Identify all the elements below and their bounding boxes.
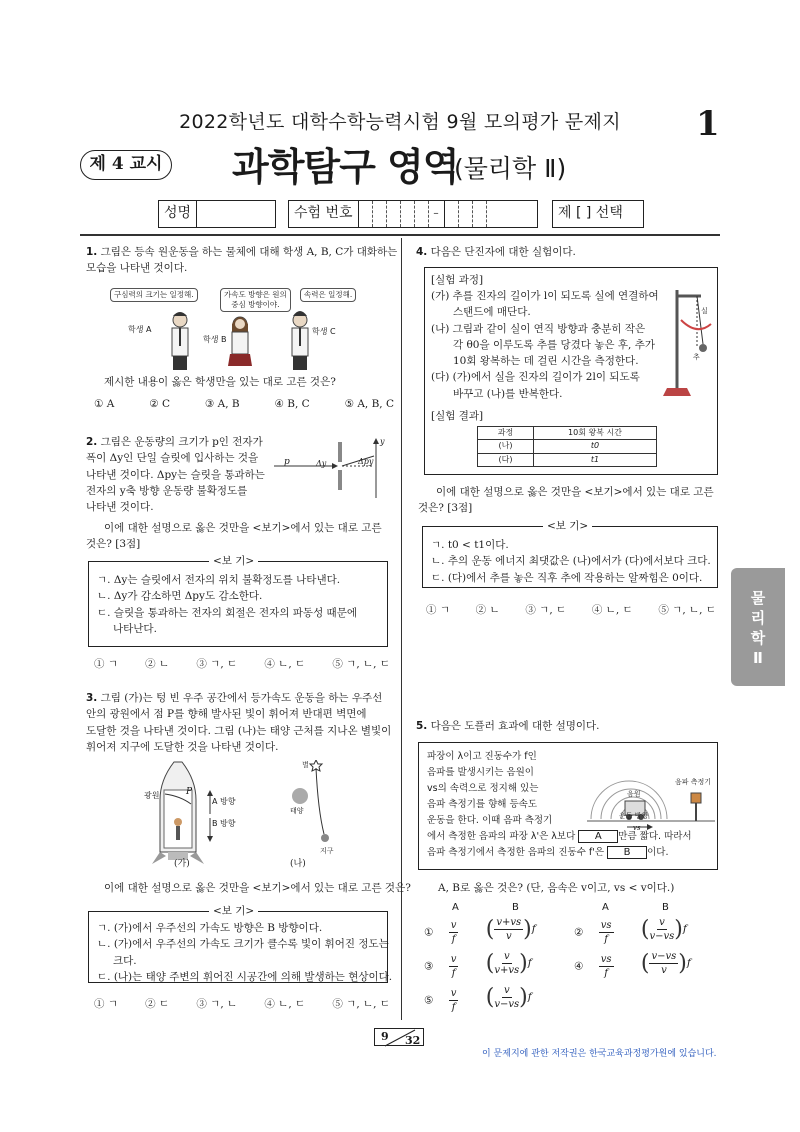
description-line [427,829,692,845]
bogi-item: ㄱ. Δy는 슬릿에서 전자의 위치 불확정도를 나타낸다. [97,574,341,586]
table-cell: t0 [534,440,657,453]
q2-figure [272,436,392,500]
description-text: 음파 측정기에서 측정한 음파의 진동수 f'은 [427,847,605,858]
q4-experiment-box [424,267,718,475]
description-line: 운동을 한다. 이때 음파 측정기 [427,815,553,826]
choice-b-expression: ( $\frac{v}{v-vs}$ ) f [485,984,532,1010]
choice-3[interactable]: ③ A, B [204,398,240,410]
bogi-item: ㄴ. 추의 운동 에너지 최댓값은 (나)에서가 (다)에서보다 크다. [431,555,711,568]
choice-5[interactable]: ⑤ ㄱ, ㄴ, ㄷ [332,998,390,1010]
question-5 [416,718,716,734]
name-field[interactable] [158,200,276,228]
subject-title: 과학탐구 영역 [232,145,459,189]
fig-label-a-direction: A 방향 [212,797,236,806]
column-header-b: B [662,902,669,913]
description-line: 파장이 λ이고 진동수가 f인 [427,751,537,762]
choice-4[interactable]: ④ B, C [274,398,310,410]
exam-number-label: 수험 번호 [289,201,359,227]
choice-3[interactable]: ③ ㄱ, ㄴ [196,998,238,1010]
description-text: 에서 측정한 음파의 파장 λ'은 λ보다 [427,831,576,842]
choice-1[interactable]: ① A [94,398,115,410]
q2-bogi-box [88,555,388,647]
question-text: 나타낸 것이다. Δpy는 슬릿을 통과하는 [86,468,265,481]
bogi-item: ㄷ. (다)에서 추를 놓은 직후 추에 작용하는 알짜힘은 0이다. [431,571,703,584]
description-line: 음파를 발생시키는 음원이 [427,767,534,778]
question-text: 모습을 나타낸 것이다. [86,262,188,275]
procedure-step: (가) 추를 진자의 길이가 l이 되도록 실에 연결하여 [431,290,659,302]
fig-label-star: 별 [302,761,309,769]
q1-choices [94,396,394,412]
fig-label-string: 실 [701,307,708,315]
description-text: 만큼 짧다. 따라서 [618,831,692,842]
table-header: 10회 왕복 시간 [534,427,657,440]
choice-2[interactable]: ② C [149,398,171,410]
question-prompt: 이에 대한 설명으로 옳은 것만을 <보기>에서 있는 대로 고른 것은? [104,882,411,894]
procedure-step: 10회 왕복하는 데 걸린 시간을 측정한다. [453,355,639,368]
exam-number-digit[interactable] [373,201,387,227]
question-number: 3. [86,692,98,704]
column-header-a: A [602,902,609,913]
q4-choices [426,602,716,618]
question-text: 다음은 도플러 효과에 대한 설명이다. [430,720,600,732]
bubble-text: 가속도 방향은 원의 [224,290,287,299]
fig-label-p: P [186,787,193,797]
choice-a-fraction [449,953,459,980]
header-divider [80,234,720,236]
f-symbol: f [527,991,532,1004]
f-symbol: f [531,923,536,936]
question-1 [86,244,398,277]
question-prompt: A, B로 옳은 것은? (단, 음속은 v이고, vs < v이다.) [438,882,675,894]
choice-4[interactable]: ④ ㄴ, ㄷ [264,658,306,670]
fraction-denominator: v−vs [494,999,520,1010]
fraction-denominator: f [604,968,608,979]
question-number: 5. [416,720,428,732]
page-total: 32 [405,1034,421,1047]
question-number: 2. [86,436,98,448]
label-student-c: 학생 C [312,327,336,336]
choice-1[interactable]: ① ㄱ [94,998,118,1010]
side-tab-char: 리 [750,609,766,627]
choice-b-expression: ( $\frac{v}{v+vs}$ ) f [485,950,532,976]
question-number: 1. [86,246,98,258]
fraction-numerator: v [450,954,457,965]
exam-title: 2022학년도 대학수학능력시험 9월 모의평가 문제지 [179,111,621,133]
procedure-steps [431,288,659,402]
bogi-item: 크다. [113,954,137,967]
q3-choices [94,996,390,1012]
q5-description-box [418,742,718,870]
fraction-numerator: v [450,988,457,999]
question-prompt: 제시한 내용이 옳은 학생만을 있는 대로 고른 것은? [104,376,336,388]
fig-label-vs: vs [633,824,641,832]
fraction-numerator: vs [600,920,612,931]
exam-number-digit[interactable] [401,201,415,227]
fig-label-bob: 추 [693,353,700,361]
q3-figure [140,760,360,870]
caption-ga: (가) [174,859,190,869]
description-line: vs의 속력으로 정지해 있는 [427,783,539,794]
bogi-item: ㄷ. (나)는 태양 주변의 휘어진 시공간에 의해 발생하는 현상이다. [97,970,393,983]
answer-box-b: B [607,846,647,859]
f-symbol: f [527,957,532,970]
q2-choices [94,656,390,672]
choice-a-fraction [449,919,459,946]
table-cell: (나) [478,440,534,453]
choice-5[interactable]: ⑤ ㄱ, ㄴ, ㄷ [332,658,390,670]
choice-b-expression: ( $\frac{v}{v-vs}$ ) f [640,916,687,942]
exam-number-digit[interactable] [487,201,501,227]
label-student-a: 학생 A [128,325,152,334]
choice-4[interactable]: ④ ㄴ, ㄷ [591,604,633,616]
label-student-b: 학생 B [203,335,227,344]
fraction-numerator: v−vs [651,951,677,962]
results-title: [실험 결과] [431,410,484,422]
q4-bogi-box [422,520,718,588]
question-text: 다음은 단진자에 대한 실험이다. [430,246,576,258]
choice-1[interactable]: ① ㄱ [426,604,450,616]
fraction-denominator: f [451,968,456,979]
bogi-title: <보 기> [209,553,258,569]
bogi-item: ㄷ. 슬릿을 통과하는 전자의 회절은 전자의 파동성 때문에 [97,606,357,619]
question-text: 전자의 y축 방향 운동량 불확정도를 [86,484,248,497]
page-number-box [374,1028,424,1046]
choice-mark: ④ [574,960,584,973]
question-3 [86,690,392,755]
choice-1[interactable]: ① ㄱ [94,658,118,670]
q5-choice-2[interactable] [574,916,687,946]
fraction-numerator: v [659,917,665,928]
procedure-step: 스탠드에 매단다. [453,306,531,319]
table-cell: t1 [534,453,657,466]
bogi-title: <보 기> [543,518,592,534]
column-header-a: A [452,902,459,913]
caption-na: (나) [290,859,306,869]
fraction-denominator: v−vs [649,931,675,942]
exam-number-dash: – [429,201,445,227]
question-text: 안의 광원에서 점 P를 향해 발사된 빛이 휘어져 반대편 벽면에 [86,708,367,721]
exam-number-digit[interactable] [459,201,473,227]
choice-b-expression: ( $\frac{v-vs}{v}$ ) f [640,950,691,976]
page-corner-number: 1 [696,104,720,144]
page-current: 9 [381,1030,389,1043]
fraction-denominator: v [661,965,667,976]
fraction-denominator: f [451,1002,456,1013]
slit-diagram [272,436,392,500]
fig-label-earth: 지구 [320,847,334,855]
period-badge: 제 4 교시 [80,150,172,180]
bubble-student-a: 구심력의 크기는 일정해. [110,288,198,302]
choice-5[interactable]: ⑤ A, B, C [344,398,394,410]
exam-number-digit[interactable] [445,201,459,227]
results-table [477,426,657,467]
bogi-item: ㄴ. Δy가 감소하면 Δpy도 감소한다. [97,590,263,603]
answer-box-a: A [578,830,618,843]
fraction-numerator: v [450,920,457,931]
fraction-numerator: v+vs [496,917,522,928]
copyright-notice: 이 문제지에 관한 저작권은 한국교육과정평가원에 있습니다. [482,1049,717,1059]
choice-a-fraction [599,953,614,980]
fig-label-sun: 태양 [290,807,304,815]
table-row [478,453,657,466]
name-label: 성명 [159,201,197,227]
choice-field[interactable] [552,200,644,228]
question-text: 도달한 것을 나타낸 것이다. 그림 (나)는 태양 근처를 지나온 별빛이 [86,724,392,737]
table-cell: (다) [478,453,534,466]
fraction-numerator: vs [600,954,612,965]
q5-choice-3[interactable] [424,950,532,980]
bubble-text: 중심 방향이야. [231,299,280,309]
question-prompt: 이에 대한 설명으로 옳은 것만을 <보기>에서 있는 대로 고른 [104,522,382,534]
doppler-diagram [587,749,715,833]
fraction-denominator: v [505,931,512,942]
q1-figure [110,286,370,370]
column-divider [401,238,402,1020]
question-prompt: 것은? [3점] [418,502,473,514]
procedure-title: [실험 과정] [431,274,484,286]
fig-label-source: 음원 [627,790,641,798]
choice-2[interactable]: ② ㄴ [145,658,170,670]
pendulum-stand-diagram [657,284,715,404]
fraction-denominator: f [604,934,608,945]
choice-5[interactable]: ⑤ ㄱ, ㄴ, ㄷ [658,604,716,616]
fraction-numerator: v [503,985,510,996]
fig-label-direction: 운동 방향 [619,812,649,820]
procedure-step: (다) (가)에서 실을 진자의 길이가 2l이 되도록 [431,371,640,384]
table-row [478,440,657,453]
fig-label-y: y [380,437,385,446]
bogi-item: ㄱ. (가)에서 우주선의 가속도 방향은 B 방향이다. [97,922,323,934]
table-header-row [478,427,657,440]
side-tab-char: 물 [750,589,766,607]
fig-label-b-direction: B 방향 [212,819,236,828]
choice-2[interactable]: ② ㄷ [145,998,170,1010]
choice-4[interactable]: ④ ㄴ, ㄷ [264,998,306,1010]
bubble-student-c: 속력은 일정해. [300,288,356,302]
choice-3[interactable]: ③ ㄱ, ㄷ [196,658,238,670]
fraction-denominator: f [451,934,456,945]
fig-label-dy: Δy [316,459,327,468]
q5-choice-4[interactable] [574,950,691,980]
side-tab-char: Ⅱ [753,649,763,667]
question-text: 그림은 등속 원운동을 하는 물체에 대해 학생 A, B, C가 대화하는 [100,246,398,258]
question-text: 휘어져 지구에 도달한 것을 나타낸 것이다. [86,740,279,753]
procedure-step: 바꾸고 (나)를 반복한다. [453,387,563,400]
choice-a-fraction [449,987,459,1014]
q5-choice-1[interactable] [424,916,536,946]
bogi-item: ㄴ. (가)에서 우주선의 가속도 크기가 클수록 빛이 휘어진 정도는 [97,938,389,951]
exam-number-digit[interactable] [415,201,429,227]
question-text: 그림 (가)는 텅 빈 우주 공간에서 등가속도 운동을 하는 우주선 [100,692,383,704]
question-2 [86,434,276,515]
column-header-b: B [512,902,519,913]
exam-number-digit[interactable] [359,201,373,227]
description-text: 이다. [647,847,669,858]
choice-mark: ⑤ [424,994,434,1007]
choice-a-fraction [599,919,614,946]
f-symbol: f [686,957,691,970]
q5-choice-5[interactable] [424,984,532,1014]
question-prompt: 이에 대한 설명으로 옳은 것만을 <보기>에서 있는 대로 고른 [436,486,714,498]
exam-number-digit[interactable] [387,201,401,227]
exam-number-field[interactable] [288,200,538,228]
choice-3[interactable]: ③ ㄱ, ㄷ [525,604,567,616]
choice-mark: ② [574,926,584,939]
question-number: 4. [416,246,428,258]
subject-subtitle: (물리학 Ⅱ) [454,154,567,183]
choice-label: 제 [ ] 선택 [558,205,623,221]
exam-number-digit[interactable] [473,201,487,227]
q3-bogi-box [88,905,393,983]
procedure-step: (나) 그림과 같이 실이 연직 방향과 충분히 작은 [431,322,646,335]
bogi-title: <보 기> [209,903,258,919]
bogi-item: ㄱ. t0 < t1이다. [431,539,509,551]
table-header: 과정 [478,427,534,440]
fig-label-source: 광원 [144,791,160,800]
description-line: 음파 측정기를 향해 등속도 [427,799,538,810]
fig-label-p: p [284,457,290,467]
question-prompt: 것은? [3점] [86,538,141,550]
description-line [427,845,669,861]
procedure-step: 각 θ0을 이루도록 추를 당겼다 놓은 후, 추가 [453,338,655,351]
question-text: 나타낸 것이다. [86,501,154,514]
subject-side-tab [731,568,785,686]
question-4 [416,244,716,260]
choice-mark: ① [424,926,434,939]
bogi-item: 나타난다. [113,622,157,635]
fig-label-dpy: Δpy [358,457,374,466]
fig-label-detector: 음파 측정기 [675,778,712,786]
f-symbol: f [682,923,687,936]
choice-2[interactable]: ② ㄴ [475,604,500,616]
side-tab-char: 학 [750,629,766,647]
question-text: 폭이 Δy인 단일 슬릿에 입사하는 것을 [86,452,259,465]
choice-mark: ③ [424,960,434,973]
fraction-numerator: v [503,951,510,962]
name-input-area[interactable] [197,201,275,227]
choice-b-expression: ( $\frac{v+vs}{v}$ ) f [485,916,536,942]
question-text: 그림은 운동량의 크기가 p인 전자가 [100,436,263,448]
fraction-denominator: v+vs [494,965,520,976]
